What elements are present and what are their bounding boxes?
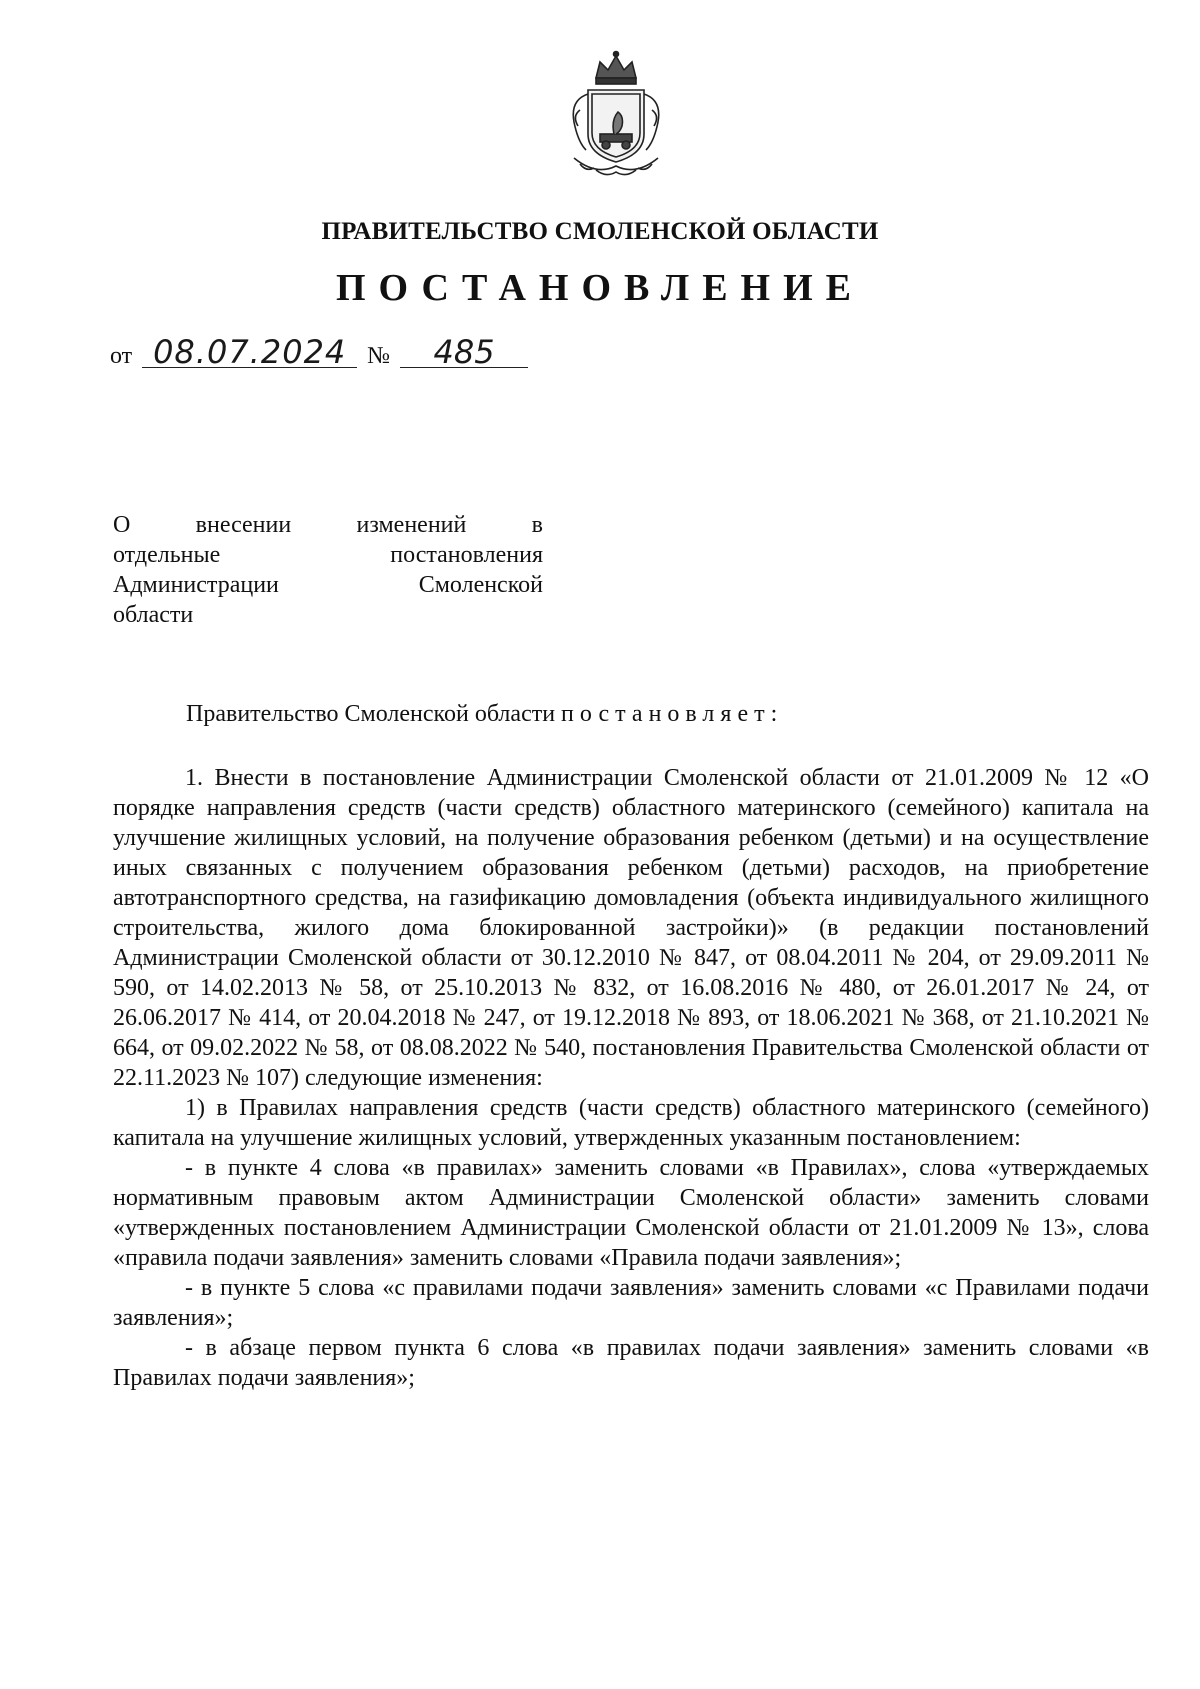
body-paragraph: - в пункте 5 слова «с правилами подачи заявления» заменить словами «с Правилами подачи заявления»; [113, 1275, 1149, 1331]
subject-line: области [113, 602, 194, 628]
body-paragraph: - в абзаце первом пункта 6 слова «в правилах подачи заявления» заменить словами «в Правилах подачи заявления»; [113, 1335, 1149, 1391]
subject-line: Администрации Смоленской [113, 572, 543, 598]
handwritten-number: 485 [400, 337, 528, 368]
handwritten-date: 08.07.2024 [142, 337, 357, 368]
date-prefix: от [110, 343, 133, 369]
document-body [113, 763, 1149, 1393]
preamble-verb: постановляет: [561, 701, 784, 727]
coat-of-arms-icon [556, 50, 676, 180]
body-paragraph: 1) в Правилах направления средств (части средств) областного материнского (семейного) капитала на улучшение жилищных условий, утвержденных указанным постановлением: [113, 1095, 1149, 1151]
government-title: ПРАВИТЕЛЬСТВО СМОЛЕНСКОЙ ОБЛАСТИ [321, 218, 879, 245]
date-number-line [110, 333, 528, 371]
body-paragraph: 1. Внести в постановление Администрации Смоленской области от 21.01.2009 № 12 «О порядке направления средств (части средств) областного материнского (семейного) капитала на улучшение жилищных условий, на получение образования ребенком (детьми) и на осуществление иных связанных с получением образования ребенком (детьми) расходов, на приобретение автотранспортного средства, на газификацию домовладения (объекта индивидуального жилищного строительства, жилого дома блокированной застройки)» (в редакции постановлений Администрации Смоленской области от 30.12.2010 № 847, от 08.04.2011 № 204, от 29.09.2011 № 590, от 14.02.2013 № 58, от 25.10.2013 № 832, от 16.08.2016 № 480, от 26.01.2017 № 24, от 26.06.2017 № 414, от 20.04.2018 № 247, от 19.12.2018 № 893, от 18.06.2021 № 368, от 21.10.2021 № 664, от 09.02.2022 № 58, от 08.08.2022 № 540, постановления Правительства Смоленской области от 22.11.2023 № 107) следующие изменения: [113, 765, 1149, 1091]
subject-line: отдельные постановления [113, 542, 543, 568]
document-subject [113, 510, 543, 630]
subject-line: О внесении изменений в [113, 512, 543, 538]
preamble-text: Правительство Смоленской области [186, 701, 556, 727]
document-type-title: ПОСТАНОВЛЕНИЕ [335, 267, 865, 309]
number-prefix: № [367, 343, 391, 369]
preamble [186, 701, 783, 728]
body-paragraph: - в пункте 4 слова «в правилах» заменить словами «в Правилах», слова «утверждаемых нормативным правовым актом Администрации Смоленской области» заменить словами «утвержденных постановлением Администрации Смоленской области от 21.01.2009 № 13», слова «правила подачи заявления» заменить словами «Правила подачи заявления»; [113, 1155, 1149, 1271]
